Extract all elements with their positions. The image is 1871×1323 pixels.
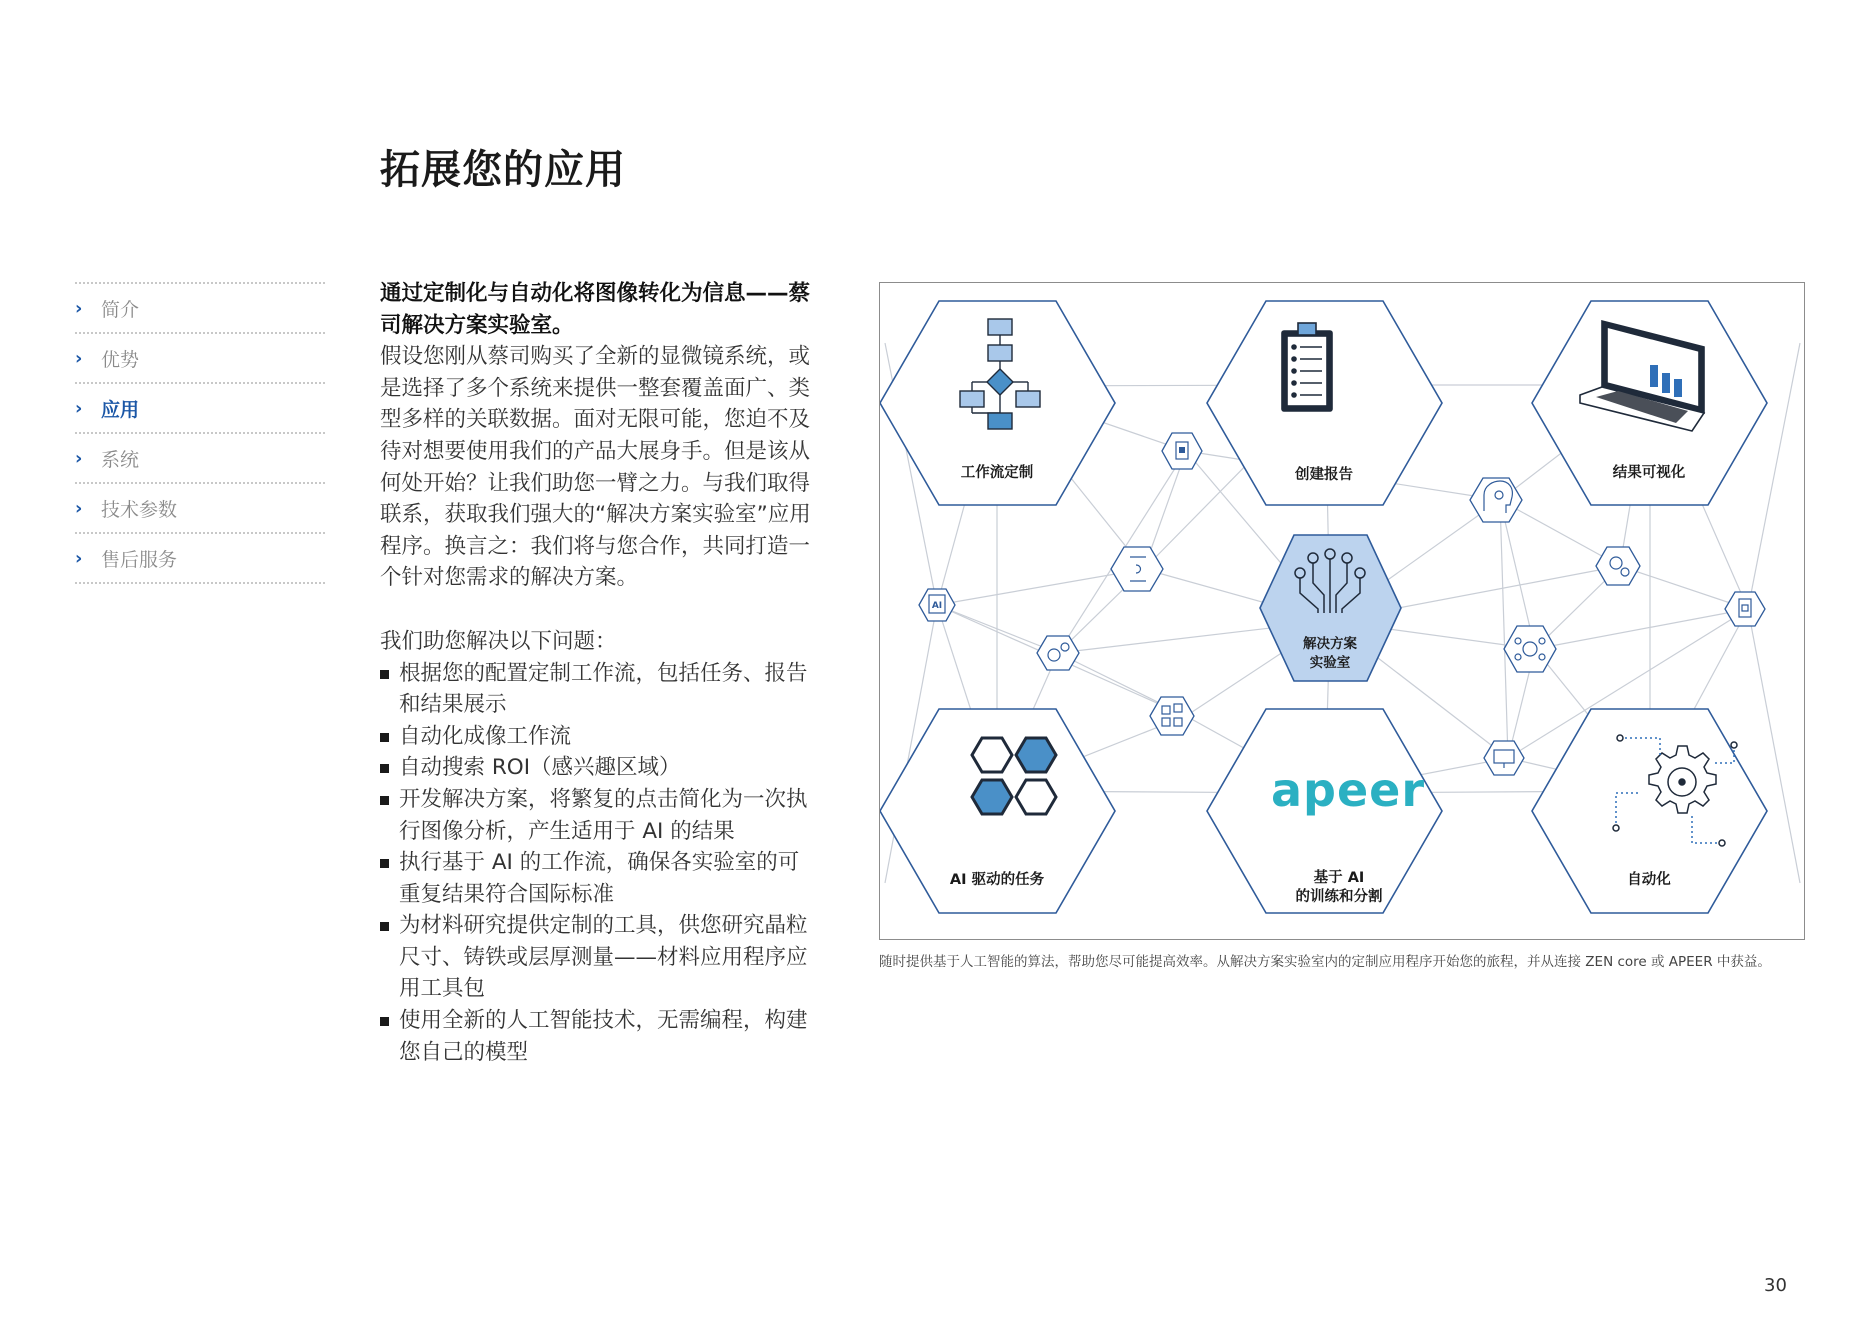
chevron-right-icon: › bbox=[75, 497, 83, 519]
list-item: 执行基于 AI 的工作流，确保各实验室的可重复结果符合国际标准 bbox=[380, 847, 812, 910]
sidebar-item-service[interactable] bbox=[75, 532, 325, 584]
small-hex-device bbox=[1725, 592, 1765, 626]
apeer-logo: apeer bbox=[1271, 763, 1426, 817]
small-hex-gear bbox=[1037, 636, 1079, 670]
sidebar-item-label: 简介 bbox=[101, 298, 140, 321]
chevron-right-icon: › bbox=[75, 547, 83, 569]
label-automation: 自动化 bbox=[1627, 872, 1671, 888]
sidebar-item-label: 优势 bbox=[101, 348, 140, 371]
sidebar-item-systems[interactable] bbox=[75, 432, 325, 482]
label-solution-lab-line2: 实验室 bbox=[1309, 655, 1351, 671]
questions-intro: 我们助您解决以下问题： bbox=[380, 628, 617, 654]
sidebar-item-applications[interactable] bbox=[75, 382, 325, 432]
label-apeer-line2: 的训练和分割 bbox=[1295, 889, 1383, 905]
chevron-right-icon: › bbox=[75, 447, 83, 469]
page-number: 30 bbox=[1764, 1275, 1787, 1296]
chevron-right-icon: › bbox=[75, 397, 83, 419]
sidebar-item-advantages[interactable] bbox=[75, 332, 325, 382]
list-item: 根据您的配置定制工作流，包括任务、报告和结果展示 bbox=[380, 658, 812, 721]
label-visualize: 结果可视化 bbox=[1612, 465, 1686, 481]
diagram-graphic bbox=[880, 283, 1806, 941]
small-hex-gears bbox=[1596, 547, 1640, 585]
sidebar-item-label: 售后服务 bbox=[101, 548, 178, 571]
label-apeer bbox=[1296, 869, 1383, 907]
label-solution-lab-line1: 解决方案 bbox=[1303, 636, 1357, 652]
figure-caption: 随时提供基于人工智能的算法，帮助您尽可能提高效率。从解决方案实验室内的定制应用程序开始您的旅程，并从连接 ZEN core 或 APEER 中获益。 bbox=[879, 954, 1771, 970]
small-hex-transfer bbox=[1111, 547, 1163, 591]
ai-chip-text: AI bbox=[931, 601, 943, 611]
list-item: 自动化成像工作流 bbox=[380, 721, 812, 753]
sidebar-nav bbox=[75, 282, 325, 584]
chevron-right-icon: › bbox=[75, 297, 83, 319]
label-apeer-line1: 基于 AI bbox=[1313, 870, 1365, 886]
sidebar-item-specs[interactable] bbox=[75, 482, 325, 532]
sidebar-item-intro[interactable] bbox=[75, 282, 325, 332]
chevron-right-icon: › bbox=[75, 347, 83, 369]
list-item: 开发解决方案，将繁复的点击简化为一次执行图像分析，产生适用于 AI 的结果 bbox=[380, 784, 812, 847]
intro-paragraph: 假设您刚从蔡司购买了全新的显微镜系统，或是选择了多个系统来提供一整套覆盖面广、类型多样的关联数据。面对无限可能，您迫不及待对想要使用我们的产品大展身手。但是该从何处开始？让我们助您一臂之力。与我们取得联系，获取我们强大的“解决方案实验室”应用程序。换言之：我们将与您合作，共同打造一个针对您需求的解决方案。 bbox=[380, 344, 811, 591]
sidebar-item-label: 应用 bbox=[101, 398, 140, 421]
label-ai-tasks: AI 驱动的任务 bbox=[949, 872, 1045, 888]
list-item: 为材料研究提供定制的工具，供您研究晶粒尺寸、铸铁或层厚测量——材料应用程序应用工具包 bbox=[380, 910, 812, 1005]
small-hex-monitor bbox=[1484, 741, 1524, 775]
label-solution-lab bbox=[1303, 635, 1357, 673]
label-workflow: 工作流定制 bbox=[960, 465, 1034, 481]
lead-paragraph: 通过定制化与自动化将图像转化为信息——蔡司解决方案实验室。 bbox=[380, 281, 811, 338]
page-title: 拓展您的应用 bbox=[380, 147, 626, 193]
list-item: 使用全新的人工智能技术，无需编程，构建您自己的模型 bbox=[380, 1005, 812, 1068]
sidebar-item-label: 系统 bbox=[101, 448, 140, 471]
sidebar-item-label: 技术参数 bbox=[101, 498, 178, 521]
solution-lab-diagram bbox=[879, 282, 1805, 940]
label-report: 创建报告 bbox=[1295, 467, 1353, 483]
main-text bbox=[380, 278, 812, 1068]
clipboard-icon bbox=[1282, 323, 1332, 411]
list-item: 自动搜索 ROI（感兴趣区域） bbox=[380, 752, 812, 784]
bullet-list bbox=[380, 658, 812, 1069]
